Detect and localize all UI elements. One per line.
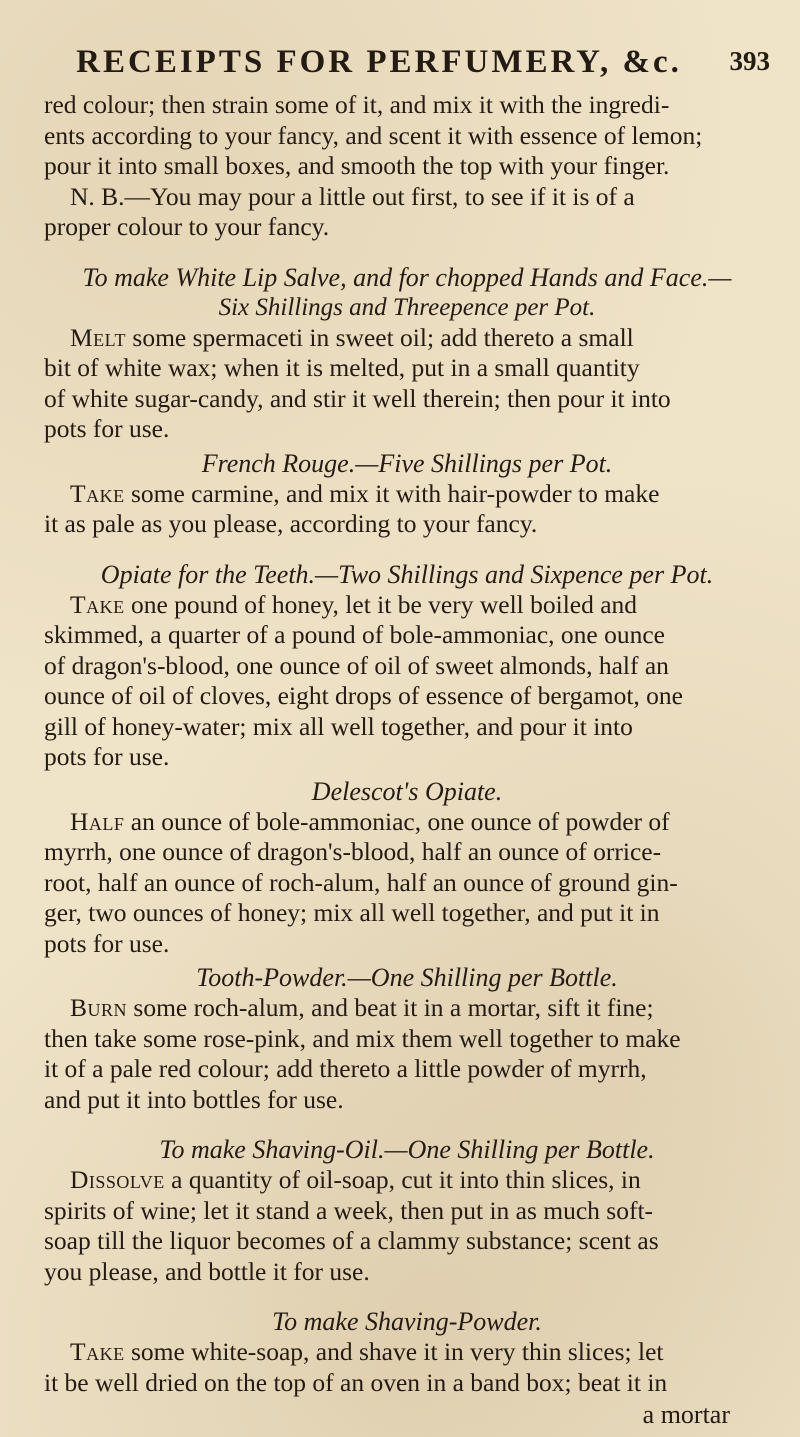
text-line: [44, 807, 770, 838]
text-line: [44, 1337, 770, 1368]
opening-paragraph: [44, 90, 770, 243]
text-line: of dragon's-blood, one ounce of oil of sweet almonds, half an: [44, 650, 669, 680]
recipe-price: Six Shillings and Threepence per Pot.: [218, 293, 596, 321]
text-line: ger, two ounces of honey; mix all well together, and put it in: [44, 898, 660, 927]
recipe-tooth-powder: [44, 963, 770, 1115]
lead-word: Take: [70, 589, 125, 619]
recipe-body: [44, 807, 770, 960]
running-header: [44, 44, 770, 90]
text-line: [44, 590, 770, 621]
recipe-shaving-oil: [44, 1135, 770, 1287]
text-line: pots for use.: [44, 928, 170, 958]
recipe-heading: Opiate for the Teeth.—Two Shillings and Sixpence per Pot.: [100, 559, 714, 589]
recipe-heading: French Rouge.—Five Shillings per Pot.: [201, 448, 613, 478]
recipe-body: [44, 993, 770, 1115]
text-line: gill of honey-water; mix all well together, and pour it into: [44, 711, 633, 741]
text-line-rest: one pound of honey, let it be very well boiled and: [124, 589, 638, 619]
recipe-body: [44, 590, 770, 773]
lead-word: Half: [70, 806, 125, 836]
text-line: ounce of oil of cloves, eight drops of essence of bergamot, one: [44, 681, 683, 710]
text-line-rest: some carmine, and mix it with hair-powder to make: [124, 478, 660, 508]
text-line: [44, 479, 770, 510]
text-line: pots for use.: [44, 742, 170, 771]
text-line: soap till the liquor becomes of a clammy substance; scent as: [44, 1226, 659, 1255]
recipe-heading: To make Shaving-Oil.—One Shilling per Bottle.: [159, 1135, 655, 1164]
text-line: skimmed, a quarter of a pound of bole-ammoniac, one ounce: [44, 620, 666, 649]
recipe-lip-salve: [44, 263, 770, 445]
text-line: ents according to your fancy, and scent it with essence of lemon;: [44, 120, 703, 150]
text-line: you please, and bottle it for use.: [44, 1256, 370, 1286]
text-line: bit of white wax; when it is melted, put in a small quantity: [44, 353, 640, 382]
text-line-rest: some white-soap, and shave it in very thin slices; let: [124, 1337, 664, 1366]
book-page: [44, 44, 770, 1430]
recipe-opiate-teeth: [44, 560, 770, 773]
text-line-rest: some spermaceti in sweet oil; add thereto a small: [126, 322, 634, 352]
text-line-rest: a quantity of oil-soap, cut it into thin slices, in: [164, 1165, 641, 1194]
recipe-body: [44, 323, 770, 445]
text-line-rest: an ounce of bole-ammoniac, one ounce of powder of: [124, 806, 670, 836]
text-line: [44, 993, 770, 1024]
recipe-heading: To make Shaving-Powder.: [272, 1307, 542, 1336]
text-line: red colour; then strain some of it, and mix it with the ingredi-: [44, 90, 670, 119]
page-number: 393: [729, 46, 770, 76]
text-line: it of a pale red colour; add thereto a little powder of myrrh,: [44, 1054, 647, 1083]
catchword: a mortar: [642, 1400, 730, 1429]
text-line: [44, 323, 770, 354]
text-line: of white sugar-candy, and stir it well therein; then pour it into: [44, 383, 671, 413]
lead-word: Take: [70, 1337, 125, 1366]
text-line-rest: some roch-alum, and beat it in a mortar, sift it fine;: [127, 993, 654, 1022]
text-line: myrrh, one ounce of dragon's-blood, half an ounce of orrice-: [44, 837, 662, 866]
text-line: then take some rose-pink, and mix them well together to make: [44, 1023, 681, 1053]
recipe-body: [44, 1337, 770, 1398]
text-line: root, half an ounce of roch-alum, half an ounce of ground gin-: [44, 867, 678, 897]
recipe-heading: Delescot's Opiate.: [311, 776, 503, 806]
text-line: pots for use.: [44, 414, 170, 443]
text-line: it as pale as you please, according to your fancy.: [44, 509, 538, 538]
text-line: [44, 1165, 770, 1196]
lead-word: Take: [70, 478, 125, 508]
recipe-delescot-opiate: [44, 777, 770, 960]
recipe-body: [44, 1165, 770, 1287]
recipe-heading: To make White Lip Salve, and for chopped Hands and Face.—: [82, 262, 732, 292]
lead-word: Dissolve: [70, 1165, 165, 1194]
text-line: spirits of wine; let it stand a week, then put in as much soft-: [44, 1195, 654, 1225]
recipe-heading: Tooth-Powder.—One Shilling per Bottle.: [196, 963, 618, 992]
text-line: proper colour to your fancy.: [44, 212, 330, 241]
text-line: pour it into small boxes, and smooth the top with your finger.: [44, 151, 670, 180]
text-line: and put it into bottles for use.: [44, 1084, 344, 1114]
running-title: RECEIPTS FOR PERFUMERY, &c.: [76, 44, 682, 80]
recipe-shaving-powder: [44, 1307, 770, 1430]
text-line: N. B.—You may pour a little out first, to see if it is of a: [70, 181, 635, 211]
recipe-french-rouge: [44, 449, 770, 540]
text-line: it be well dried on the top of an oven in a band box; beat it in: [44, 1367, 668, 1397]
lead-word: Melt: [70, 322, 127, 352]
lead-word: Burn: [70, 993, 128, 1022]
recipe-body: [44, 479, 770, 540]
